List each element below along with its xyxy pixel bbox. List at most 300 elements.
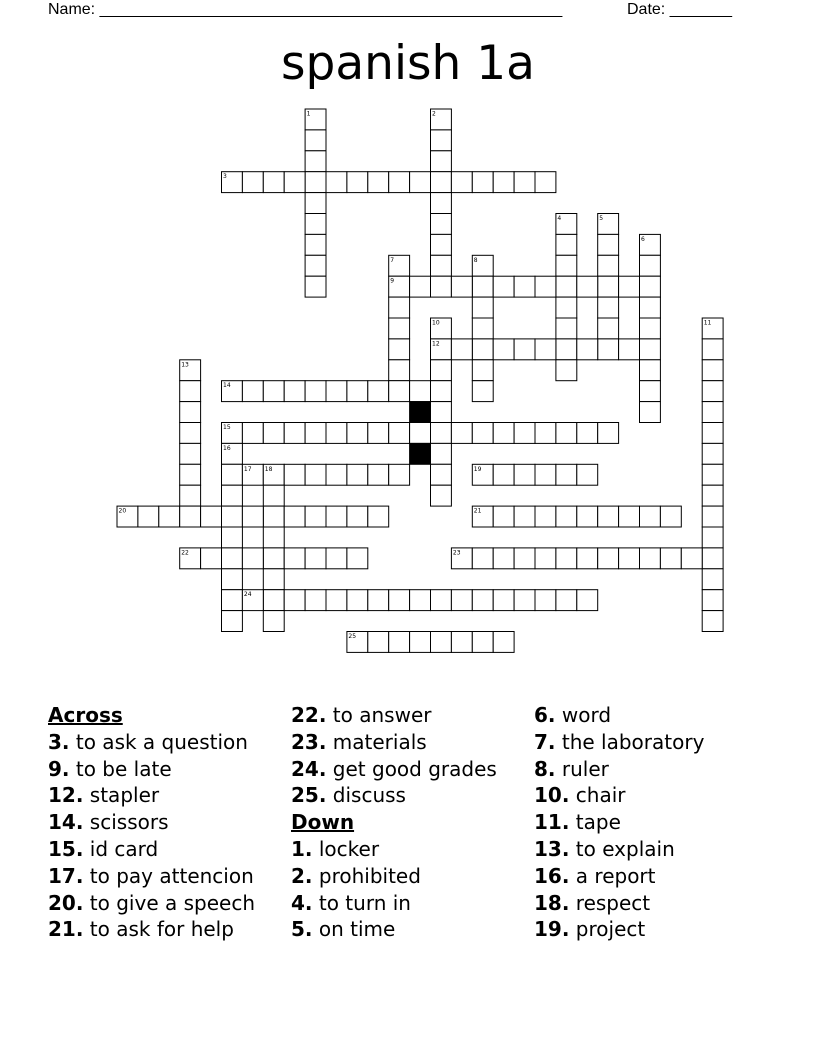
grid-cell[interactable] <box>347 172 368 193</box>
grid-cell[interactable] <box>702 360 723 381</box>
grid-cell[interactable] <box>556 506 577 527</box>
grid-cell[interactable] <box>472 548 493 569</box>
grid-block <box>410 402 431 423</box>
grid-cell[interactable] <box>347 423 368 444</box>
grid-cell[interactable] <box>431 276 452 297</box>
grid-cell[interactable] <box>180 402 201 423</box>
grid-cell[interactable] <box>284 506 305 527</box>
grid-cell[interactable] <box>347 548 368 569</box>
grid-cell[interactable] <box>577 464 598 485</box>
grid-clue-number: 8 <box>473 256 478 264</box>
grid-cell[interactable] <box>180 443 201 464</box>
grid-cell[interactable] <box>222 464 243 485</box>
grid-cell[interactable] <box>305 506 326 527</box>
grid-cell[interactable] <box>263 423 284 444</box>
grid-cell[interactable] <box>368 381 389 402</box>
grid-cell[interactable] <box>180 423 201 444</box>
grid-cell[interactable] <box>159 506 180 527</box>
grid-cell[interactable] <box>535 423 556 444</box>
grid-cell[interactable] <box>222 506 243 527</box>
grid-clue-number: 18 <box>264 465 273 473</box>
clue-text: ruler <box>555 756 609 781</box>
grid-cell[interactable] <box>640 318 661 339</box>
grid-cell[interactable] <box>263 569 284 590</box>
grid-cell[interactable] <box>535 464 556 485</box>
grid-cell[interactable] <box>577 339 598 360</box>
clue-text: respect <box>569 890 651 915</box>
grid-cell[interactable] <box>263 590 284 611</box>
grid-cell[interactable] <box>535 590 556 611</box>
grid-cell[interactable] <box>577 590 598 611</box>
grid-cell[interactable] <box>410 632 431 653</box>
grid-cell[interactable] <box>598 276 619 297</box>
grid-cell[interactable] <box>702 339 723 360</box>
grid-cell[interactable] <box>535 506 556 527</box>
grid-cell[interactable] <box>326 548 347 569</box>
grid-cell[interactable] <box>493 632 514 653</box>
grid-cell[interactable] <box>493 172 514 193</box>
grid-cell[interactable] <box>305 255 326 276</box>
grid-cell[interactable] <box>702 548 723 569</box>
grid-cell[interactable] <box>305 214 326 235</box>
grid-clue-number: 13 <box>181 361 189 369</box>
down-clue <box>534 809 704 836</box>
grid-cell[interactable] <box>368 464 389 485</box>
grid-cell[interactable] <box>431 214 452 235</box>
grid-cell[interactable] <box>431 255 452 276</box>
grid-cell[interactable] <box>493 590 514 611</box>
clue-number: 15. <box>48 836 84 861</box>
clue-text: chair <box>569 783 626 808</box>
grid-cell[interactable] <box>640 255 661 276</box>
grid-cell[interactable] <box>556 234 577 255</box>
clue-text: word <box>555 703 612 727</box>
grid-cell[interactable] <box>451 172 472 193</box>
clue-number: 12. <box>48 783 84 808</box>
grid-cell[interactable] <box>556 276 577 297</box>
grid-cell[interactable] <box>702 527 723 548</box>
grid-cell[interactable] <box>222 548 243 569</box>
grid-cell[interactable] <box>305 276 326 297</box>
grid-cell[interactable] <box>138 506 159 527</box>
grid-cell[interactable] <box>640 339 661 360</box>
grid-cell[interactable] <box>284 381 305 402</box>
grid-cell[interactable] <box>368 172 389 193</box>
grid-cell[interactable] <box>263 485 284 506</box>
grid-cell[interactable] <box>514 339 535 360</box>
grid-cell[interactable] <box>242 172 263 193</box>
clue-column-2 <box>291 702 497 943</box>
across-clue <box>291 756 497 783</box>
clue-number: 1. <box>291 836 313 861</box>
grid-cell[interactable] <box>598 318 619 339</box>
clue-number: 9. <box>48 756 70 781</box>
grid-cell[interactable] <box>556 339 577 360</box>
grid-cell[interactable] <box>514 464 535 485</box>
grid-cell[interactable] <box>535 172 556 193</box>
grid-cell[interactable] <box>619 548 640 569</box>
grid-cell[interactable] <box>556 255 577 276</box>
grid-cell[interactable] <box>305 464 326 485</box>
grid-cell[interactable] <box>305 423 326 444</box>
grid-cell[interactable] <box>431 590 452 611</box>
grid-cell[interactable] <box>535 548 556 569</box>
clue-text: to pay attencion <box>83 863 254 888</box>
grid-clue-number: 22 <box>181 549 189 557</box>
grid-cell[interactable] <box>431 151 452 172</box>
grid-cell[interactable] <box>389 423 410 444</box>
grid-clue-number: 17 <box>243 465 252 473</box>
grid-cell[interactable] <box>284 590 305 611</box>
grid-cell[interactable] <box>305 234 326 255</box>
clue-number: 20. <box>48 890 84 915</box>
grid-cell[interactable] <box>472 172 493 193</box>
grid-cell[interactable] <box>431 464 452 485</box>
grid-clue-number: 1 <box>306 110 311 118</box>
clue-text: to ask a question <box>69 729 248 754</box>
grid-cell[interactable] <box>619 339 640 360</box>
grid-cell[interactable] <box>389 339 410 360</box>
clue-text: materials <box>326 729 427 754</box>
clue-text: discuss <box>326 783 406 808</box>
grid-cell[interactable] <box>242 548 263 569</box>
grid-cell[interactable] <box>431 443 452 464</box>
down-clue <box>534 890 704 917</box>
clue-number: 4. <box>291 890 313 915</box>
grid-cell[interactable] <box>222 485 243 506</box>
grid-cell[interactable] <box>368 590 389 611</box>
grid-cell[interactable] <box>577 506 598 527</box>
grid-cell[interactable] <box>431 381 452 402</box>
clue-column-3 <box>534 702 704 943</box>
clue-number: 6. <box>534 703 556 727</box>
down-clue <box>534 863 704 890</box>
grid-cell[interactable] <box>305 172 326 193</box>
grid-cell[interactable] <box>284 548 305 569</box>
grid-cell[interactable] <box>263 381 284 402</box>
grid-cell[interactable] <box>640 360 661 381</box>
grid-cell[interactable] <box>640 381 661 402</box>
grid-cell[interactable] <box>431 193 452 214</box>
grid-cell[interactable] <box>305 548 326 569</box>
grid-cell[interactable] <box>284 423 305 444</box>
grid-cell[interactable] <box>389 318 410 339</box>
grid-cell[interactable] <box>535 339 556 360</box>
down-clue <box>291 863 497 890</box>
grid-cell[interactable] <box>263 527 284 548</box>
grid-cell[interactable] <box>305 381 326 402</box>
grid-cell[interactable] <box>222 569 243 590</box>
grid-cell[interactable] <box>598 339 619 360</box>
grid-cell[interactable] <box>598 234 619 255</box>
grid-cell[interactable] <box>242 506 263 527</box>
grid-cell[interactable] <box>347 506 368 527</box>
grid-cell[interactable] <box>702 464 723 485</box>
grid-cell[interactable] <box>410 276 431 297</box>
grid-cell[interactable] <box>660 506 681 527</box>
grid-cell[interactable] <box>472 632 493 653</box>
grid-cell[interactable] <box>263 548 284 569</box>
down-clue <box>291 890 497 917</box>
grid-cell[interactable] <box>702 611 723 632</box>
clue-text: on time <box>312 917 396 942</box>
grid-cell[interactable] <box>472 318 493 339</box>
grid-cell[interactable] <box>640 548 661 569</box>
grid-cell[interactable] <box>556 548 577 569</box>
grid-cell[interactable] <box>514 590 535 611</box>
grid-cell[interactable] <box>577 548 598 569</box>
clue-text: a report <box>569 863 656 888</box>
grid-cell[interactable] <box>451 590 472 611</box>
grid-cell[interactable] <box>389 381 410 402</box>
grid-cell[interactable] <box>514 172 535 193</box>
grid-cell[interactable] <box>619 276 640 297</box>
grid-cell[interactable] <box>451 276 472 297</box>
clue-text: to explain <box>569 836 675 861</box>
grid-cell[interactable] <box>619 506 640 527</box>
grid-cell[interactable] <box>201 506 222 527</box>
grid-cell[interactable] <box>598 506 619 527</box>
across-clue <box>48 729 255 756</box>
across-clue <box>48 809 255 836</box>
grid-cell[interactable] <box>702 569 723 590</box>
grid-cell[interactable] <box>431 360 452 381</box>
grid-clue-number: 12 <box>432 340 440 348</box>
grid-cell[interactable] <box>242 423 263 444</box>
clue-text: tape <box>569 810 621 835</box>
clue-text: the laboratory <box>555 729 705 754</box>
grid-cell[interactable] <box>410 381 431 402</box>
down-clue <box>534 782 704 809</box>
grid-cell[interactable] <box>389 632 410 653</box>
down-clue <box>291 836 497 863</box>
grid-cell[interactable] <box>284 172 305 193</box>
grid-cell[interactable] <box>368 632 389 653</box>
grid-cell[interactable] <box>326 381 347 402</box>
clue-text: prohibited <box>312 863 421 888</box>
clue-text: to ask for help <box>83 917 234 942</box>
grid-cell[interactable] <box>305 590 326 611</box>
grid-cell[interactable] <box>326 172 347 193</box>
grid-cell[interactable] <box>305 151 326 172</box>
grid-cell[interactable] <box>702 402 723 423</box>
grid-cell[interactable] <box>493 506 514 527</box>
clue-number: 18. <box>534 890 570 915</box>
grid-cell[interactable] <box>598 423 619 444</box>
grid-cell[interactable] <box>326 423 347 444</box>
grid-cell[interactable] <box>180 381 201 402</box>
clue-number: 19. <box>534 917 570 942</box>
date-field-label[interactable]: Date: _______ <box>627 1 732 18</box>
grid-clue-number: 15 <box>223 424 231 431</box>
across-clue <box>48 782 255 809</box>
clue-number: 3. <box>48 729 70 754</box>
grid-cell[interactable] <box>472 360 493 381</box>
grid-cell[interactable] <box>556 297 577 318</box>
grid-cell[interactable] <box>702 506 723 527</box>
grid-cell[interactable] <box>451 423 472 444</box>
grid-cell[interactable] <box>222 527 243 548</box>
grid-cell[interactable] <box>702 590 723 611</box>
grid-cell[interactable] <box>472 276 493 297</box>
grid-cell[interactable] <box>431 172 452 193</box>
clue-text: to answer <box>326 703 432 727</box>
grid-cell[interactable] <box>598 255 619 276</box>
grid-cell[interactable] <box>368 506 389 527</box>
down-clue <box>291 916 497 943</box>
grid-cell[interactable] <box>180 464 201 485</box>
grid-cell[interactable] <box>389 172 410 193</box>
across-clue <box>48 756 255 783</box>
grid-cell[interactable] <box>640 276 661 297</box>
grid-cell[interactable] <box>347 590 368 611</box>
grid-cell[interactable] <box>451 632 472 653</box>
grid-cell[interactable] <box>263 611 284 632</box>
grid-clue-number: 6 <box>641 235 645 243</box>
grid-cell[interactable] <box>702 423 723 444</box>
grid-cell[interactable] <box>222 611 243 632</box>
grid-cell[interactable] <box>410 590 431 611</box>
grid-clue-number: 11 <box>703 319 712 327</box>
clue-number: 13. <box>534 836 570 861</box>
grid-cell[interactable] <box>263 172 284 193</box>
grid-cell[interactable] <box>305 130 326 151</box>
grid-clue-number: 14 <box>223 382 231 390</box>
grid-block <box>410 443 431 464</box>
grid-clue-number: 10 <box>432 319 440 327</box>
grid-cell[interactable] <box>598 297 619 318</box>
grid-cell[interactable] <box>431 632 452 653</box>
grid-cell[interactable] <box>431 423 452 444</box>
grid-cell[interactable] <box>451 339 472 360</box>
grid-cell[interactable] <box>493 423 514 444</box>
grid-cell[interactable] <box>514 548 535 569</box>
grid-cell[interactable] <box>556 318 577 339</box>
clue-number: 16. <box>534 863 570 888</box>
grid-cell[interactable] <box>472 297 493 318</box>
grid-cell[interactable] <box>493 276 514 297</box>
grid-clue-number: 3 <box>223 173 227 181</box>
grid-cell[interactable] <box>180 485 201 506</box>
down-clue <box>534 916 704 943</box>
across-clue <box>48 916 255 943</box>
grid-cell[interactable] <box>347 464 368 485</box>
grid-cell[interactable] <box>493 339 514 360</box>
grid-cell[interactable] <box>556 464 577 485</box>
page-title: spanish 1a <box>281 36 535 91</box>
grid-cell[interactable] <box>493 548 514 569</box>
grid-clue-number: 19 <box>473 465 482 473</box>
grid-cell[interactable] <box>640 402 661 423</box>
clue-number: 7. <box>534 729 556 754</box>
grid-cell[interactable] <box>242 381 263 402</box>
grid-cell[interactable] <box>535 276 556 297</box>
grid-cell[interactable] <box>431 234 452 255</box>
grid-cell[interactable] <box>556 360 577 381</box>
grid-clue-number: 5 <box>599 215 604 222</box>
grid-cell[interactable] <box>577 423 598 444</box>
name-field-label[interactable]: Name: ____________________________________________________ <box>48 1 563 18</box>
clue-number: 24. <box>291 756 327 781</box>
grid-cell[interactable] <box>410 172 431 193</box>
grid-cell[interactable] <box>389 464 410 485</box>
grid-cell[interactable] <box>472 381 493 402</box>
clue-number: 25. <box>291 783 327 808</box>
clue-text: to give a speech <box>83 890 255 915</box>
clue-number: 8. <box>534 756 556 781</box>
grid-clue-number: 20 <box>118 507 127 515</box>
grid-cell[interactable] <box>389 360 410 381</box>
clue-number: 17. <box>48 863 84 888</box>
grid-cell[interactable] <box>326 464 347 485</box>
grid-cell[interactable] <box>681 548 702 569</box>
grid-cell[interactable] <box>702 443 723 464</box>
clue-number: 22. <box>291 703 327 727</box>
grid-clue-number: 16 <box>223 444 231 452</box>
grid-cell[interactable] <box>201 548 222 569</box>
grid-cell[interactable] <box>368 423 389 444</box>
grid-clue-number: 2 <box>432 110 436 118</box>
grid-cell[interactable] <box>389 590 410 611</box>
grid-cell[interactable] <box>180 506 201 527</box>
grid-cell[interactable] <box>702 381 723 402</box>
clue-text: id card <box>83 836 159 861</box>
grid-cell[interactable] <box>431 485 452 506</box>
grid-cell[interactable] <box>493 464 514 485</box>
grid-cell[interactable] <box>389 297 410 318</box>
grid-cell[interactable] <box>431 402 452 423</box>
grid-cell[interactable] <box>410 423 431 444</box>
grid-cell[interactable] <box>472 423 493 444</box>
grid-cell[interactable] <box>556 423 577 444</box>
clue-text: to be late <box>69 756 172 781</box>
grid-cell[interactable] <box>284 464 305 485</box>
down-clue <box>534 729 704 756</box>
across-clue <box>48 863 255 890</box>
grid-cell[interactable] <box>305 193 326 214</box>
grid-cell[interactable] <box>640 297 661 318</box>
grid-cell[interactable] <box>577 276 598 297</box>
grid-cell[interactable] <box>660 548 681 569</box>
clue-column-1 <box>48 702 255 943</box>
grid-clue-number: 9 <box>390 277 395 285</box>
clue-number: 23. <box>291 729 327 754</box>
grid-cell[interactable] <box>514 423 535 444</box>
grid-cell[interactable] <box>640 506 661 527</box>
grid-cell[interactable] <box>472 590 493 611</box>
clue-text: project <box>569 917 646 942</box>
grid-cell[interactable] <box>222 590 243 611</box>
grid-cell[interactable] <box>598 548 619 569</box>
clue-number: 21. <box>48 917 84 942</box>
grid-cell[interactable] <box>326 590 347 611</box>
down-clue <box>534 702 704 729</box>
grid-cell[interactable] <box>472 339 493 360</box>
grid-cell[interactable] <box>263 506 284 527</box>
down-clue <box>534 756 704 783</box>
grid-clue-number: 21 <box>473 507 482 515</box>
clue-text: scissors <box>83 810 169 835</box>
grid-cell[interactable] <box>514 506 535 527</box>
grid-cell[interactable] <box>326 506 347 527</box>
clue-text: to turn in <box>312 890 411 915</box>
grid-cell[interactable] <box>702 485 723 506</box>
grid-cell[interactable] <box>556 590 577 611</box>
grid-cell[interactable] <box>431 130 452 151</box>
grid-cell[interactable] <box>514 276 535 297</box>
clue-number: 11. <box>534 810 570 835</box>
grid-cell[interactable] <box>347 381 368 402</box>
